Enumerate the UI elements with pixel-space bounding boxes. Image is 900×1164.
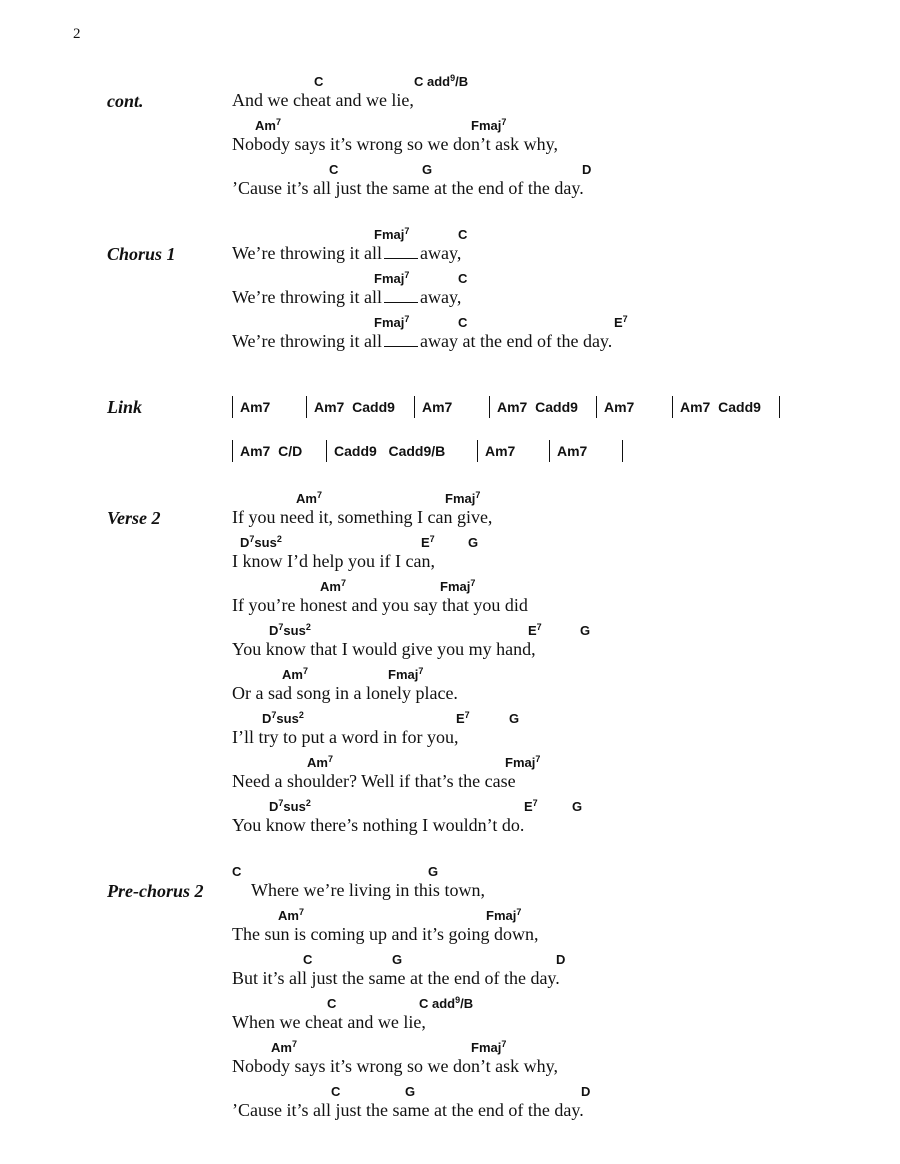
section-label-pre-chorus-2: Pre-chorus 2 (107, 881, 204, 901)
blank-line (384, 345, 418, 347)
lyric-line: The sun is coming up and it’s going down, (232, 924, 539, 944)
lyric-line: ’Cause it’s all just the same at the end of the day. (232, 1100, 584, 1120)
chord-d7sus2: $D^7sus^2$ (240, 534, 282, 550)
chord-g: G (580, 623, 591, 638)
chord-g: G (422, 162, 433, 177)
chord-fmaj7: Fmaj$^7$ (445, 490, 481, 506)
section-label-chorus-1: Chorus 1 (107, 244, 176, 264)
bar-line (622, 440, 623, 462)
chord-am7: Am$^7$ (271, 1039, 297, 1055)
lyric-line: ’Cause it’s all just the same at the end of the day. (232, 178, 584, 198)
chord-c: C (329, 162, 339, 177)
section-label-link: Link (107, 397, 143, 417)
chord-c: C (458, 227, 468, 242)
chord-d7sus2: $D^7sus^2$ (262, 710, 304, 726)
link-chord: Am7 C/D (240, 443, 303, 459)
chord-fmaj7: Fmaj$^7$ (440, 578, 476, 594)
chord-am7: Am$^7$ (282, 666, 308, 682)
link-chord: Am7 Cadd9 (680, 399, 761, 415)
chord-am7: Am$^7$ (296, 490, 322, 506)
bar-line (326, 440, 327, 462)
chord-c: C (458, 315, 468, 330)
chord-am7: Am$^7$ (320, 578, 346, 594)
blank-line (384, 257, 418, 259)
lyric-line: Or a sad song in a lonely place. (232, 683, 458, 703)
chord-c: C (314, 74, 324, 89)
section-label-verse-2: Verse 2 (107, 508, 161, 528)
page-number: 2 (73, 26, 81, 42)
bar-line (779, 396, 780, 418)
lyric-line: We’re throwing it all away at the end of the day. (232, 331, 613, 351)
link-chord: Cadd9 Cadd9/B (334, 443, 446, 459)
chord-e7: $E^7$ (524, 798, 538, 814)
lyric-line: We’re throwing it all away, (232, 243, 462, 263)
chord-d: D (581, 1084, 591, 1099)
lyric-line: I’ll try to put a word in for you, (232, 727, 459, 747)
chord-c: C (458, 271, 468, 286)
lyric-line: Need a shoulder? Well if that’s the case (232, 771, 516, 791)
chord-e7: $E^7$ (456, 710, 470, 726)
chord-fmaj7: Fmaj$^7$ (505, 754, 541, 770)
lyric-line: Nobody says it’s wrong so we don’t ask why, (232, 1056, 558, 1076)
bar-line (672, 396, 673, 418)
link-chord: Am7 Cadd9 (497, 399, 578, 415)
chord-fmaj7: Fmaj$^7$ (374, 314, 410, 330)
bar-line (306, 396, 307, 418)
link-chord: Am7 (485, 443, 516, 459)
lyric-line: When we cheat and we lie, (232, 1012, 426, 1032)
bar-line (549, 440, 550, 462)
lyric-line: But it’s all just the same at the end of the day. (232, 968, 560, 988)
chord-d7sus2: $D^7sus^2$ (269, 798, 311, 814)
lyric-line: If you need it, something I can give, (232, 507, 493, 527)
chord-fmaj7: Fmaj$^7$ (374, 226, 410, 242)
link-chord: Am7 (422, 399, 453, 415)
lyric-line: Nobody says it’s wrong so we don’t ask why, (232, 134, 558, 154)
section-label-cont: cont. (107, 91, 144, 111)
chord-g: G (392, 952, 403, 967)
chord-c: C (303, 952, 313, 967)
link-chord: Am7 (557, 443, 588, 459)
chord-g: G (405, 1084, 416, 1099)
lyric-line: And we cheat and we lie, (232, 90, 414, 110)
chord-fmaj7: Fmaj$^7$ (486, 907, 522, 923)
blank-line (384, 301, 418, 303)
chord-c: C (331, 1084, 341, 1099)
link-chord: Am7 Cadd9 (314, 399, 395, 415)
bar-line (414, 396, 415, 418)
chord-am7: Am$^7$ (255, 117, 281, 133)
chord-e7: $E^7$ (421, 534, 435, 550)
bar-line (232, 396, 233, 418)
chord-e7: $E^7$ (614, 314, 628, 330)
chord-d: D (582, 162, 592, 177)
bar-line (477, 440, 478, 462)
link-chord: Am7 (604, 399, 635, 415)
bar-line (232, 440, 233, 462)
chord-g: G (468, 535, 479, 550)
chord-g: G (428, 864, 439, 879)
link-chord: Am7 (240, 399, 271, 415)
lyric-line: I know I’d help you if I can, (232, 551, 435, 571)
bar-line (596, 396, 597, 418)
chord-g: G (509, 711, 520, 726)
chord-am7: Am$^7$ (278, 907, 304, 923)
chord-fmaj7: Fmaj$^7$ (471, 117, 507, 133)
lyric-line: If you’re honest and you say that you did (232, 595, 528, 615)
chord-cadd9-b: C add$^9$/B (414, 73, 469, 89)
chord-g: G (572, 799, 583, 814)
chord-c: C (327, 996, 337, 1011)
chord-am7: Am$^7$ (307, 754, 333, 770)
lyric-line: We’re throwing it all away, (232, 287, 462, 307)
chord-fmaj7: Fmaj$^7$ (471, 1039, 507, 1055)
bar-line (489, 396, 490, 418)
chord-d7sus2: $D^7sus^2$ (269, 622, 311, 638)
lyric-line: You know there’s nothing I wouldn’t do. (232, 815, 525, 835)
lyric-line: Where we’re living in this town, (251, 880, 485, 900)
chord-fmaj7: Fmaj$^7$ (388, 666, 424, 682)
chord-d: D (556, 952, 566, 967)
chord-e7: $E^7$ (528, 622, 542, 638)
lyric-line: You know that I would give you my hand, (232, 639, 536, 659)
chord-c: C (232, 864, 242, 879)
chord-fmaj7: Fmaj$^7$ (374, 270, 410, 286)
chord-cadd9-b: C add$^9$/B (419, 995, 474, 1011)
